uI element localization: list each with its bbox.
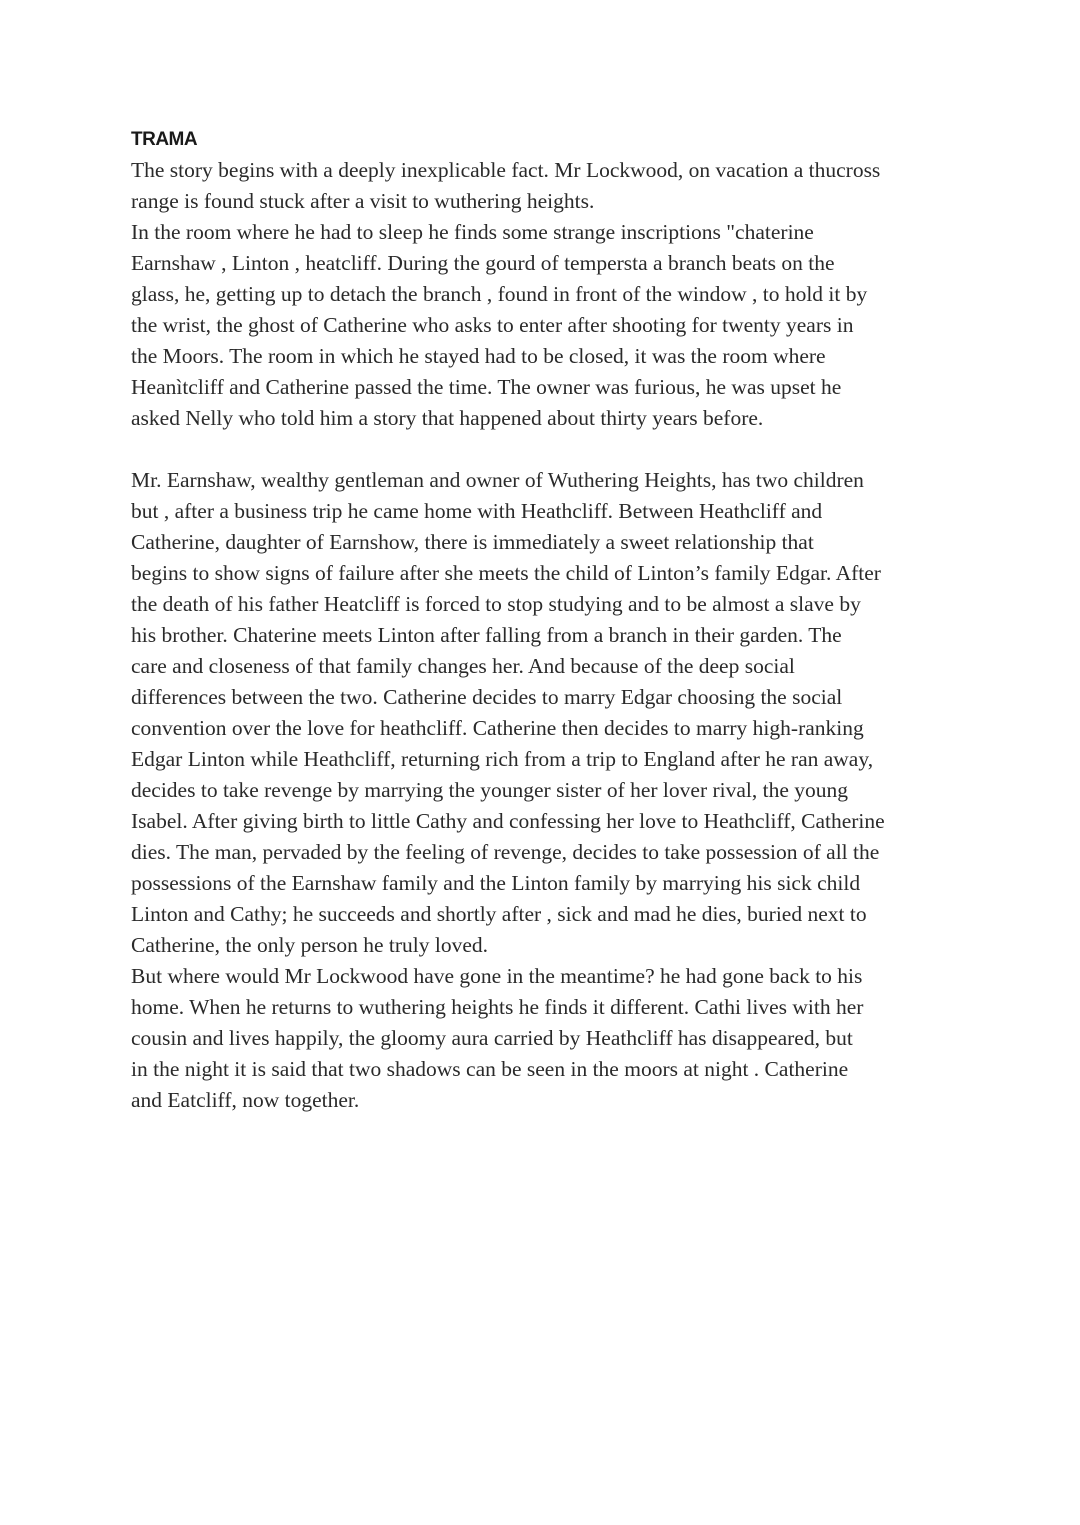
text-line: and Eatcliff, now together. [131,1088,360,1112]
text-line: in the night it is said that two shadows can be seen in the moors at night . Catherine [131,1057,849,1081]
text-line: The story begins with a deeply inexplicable fact. Mr Lockwood, on vacation a thucross [131,158,881,182]
paragraph-plot-intro [131,155,961,434]
text-line: his brother. Chaterine meets Linton after falling from a branch in their garden. The [131,623,842,647]
text-line: differences between the two. Catherine decides to marry Edgar choosing the social [131,685,843,709]
text-line: the death of his father Heatcliff is forced to stop studying and to be almost a slave by [131,592,861,616]
text-line: dies. The man, pervaded by the feeling of revenge, decides to take possession of all the [131,840,880,864]
text-line: Heanìtcliff and Catherine passed the time. The owner was furious, he was upset he [131,375,842,399]
text-line: Earnshaw , Linton , heatcliff. During the gourd of tempersta a branch beats on the [131,251,835,275]
paragraph-spacer [131,434,961,465]
text-line: cousin and lives happily, the gloomy aura carried by Heathcliff has disappeared, but [131,1026,853,1050]
text-line: decides to take revenge by marrying the younger sister of her lover rival, the young [131,778,849,802]
text-line: the Moors. The room in which he stayed had to be closed, it was the room where [131,344,826,368]
text-line: range is found stuck after a visit to wuthering heights. [131,189,595,213]
text-line: possessions of the Earnshaw family and the Linton family by marrying his sick child [131,871,861,895]
text-line: asked Nelly who told him a story that happened about thirty years before. [131,406,764,430]
text-line: Mr. Earnshaw, wealthy gentleman and owner of Wuthering Heights, has two children [131,468,864,492]
text-line: Isabel. After giving birth to little Cathy and confessing her love to Heathcliff, Catherine [131,809,885,833]
text-line: Catherine, the only person he truly loved. [131,933,489,957]
text-line: care and closeness of that family changes her. And because of the deep social [131,654,795,678]
text-line: the wrist, the ghost of Catherine who asks to enter after shooting for twenty years in [131,313,854,337]
text-line: convention over the love for heathcliff. Catherine then decides to marry high-ranking [131,716,864,740]
text-line: but , after a business trip he came home with Heathcliff. Between Heathcliff and [131,499,823,523]
document-title: TRAMA [131,129,198,150]
text-line: home. When he returns to wuthering heights he finds it different. Cathi lives with her [131,995,864,1019]
text-line: glass, he, getting up to detach the branch , found in front of the window , to hold it by [131,282,868,306]
text-line: Catherine, daughter of Earnshow, there is immediately a sweet relationship that [131,530,814,554]
paragraph-plot-story [131,465,961,1116]
text-line: Edgar Linton while Heathcliff, returning rich from a trip to England after he ran away, [131,747,874,771]
text-line: In the room where he had to sleep he finds some strange inscriptions "chaterine [131,220,814,244]
text-line: Linton and Cathy; he succeeds and shortly after , sick and mad he dies, buried next to [131,902,867,926]
document-body [131,124,961,1116]
text-line: begins to show signs of failure after she meets the child of Linton’s family Edgar. After [131,561,881,585]
text-line: But where would Mr Lockwood have gone in the meantime? he had gone back to his [131,964,863,988]
